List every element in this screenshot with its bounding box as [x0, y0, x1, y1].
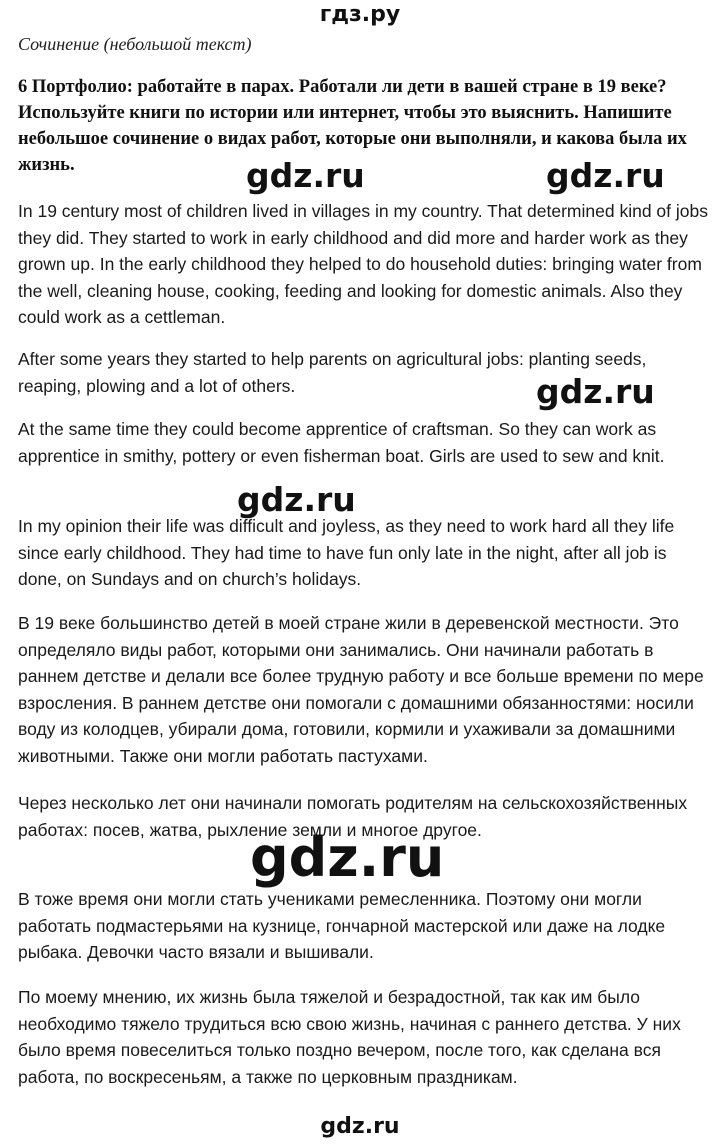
site-header: гдз.ру — [319, 2, 401, 27]
paragraph-ru-1: В 19 веке большинство детей в моей стране жили в деревенской местности. Это определяло виды работ, которыми они занимались. Они начинали работать в раннем детстве и делали все более трудную работу и все больше времени по мере взросления. В раннем детстве они помогали с домашними обязанностями: носили воду из колодцев, убирали дома, готовили, кормили и ухаживали за домашними животными. Также они могли работать пастухами. — [18, 613, 704, 766]
watermark: gdz.ru — [237, 480, 356, 519]
paragraph-ru-4: По моему мнению, их жизнь была тяжелой и безрадостной, так как им было необходимо тяжело трудиться всю свою жизнь, начиная с раннего детства. У них было время повеселиться только поздно вечером, после того, как сделана вся работа, по воскресеньям, а также по церковным праздникам. — [18, 987, 681, 1087]
watermark: gdz.ru — [546, 156, 665, 195]
watermark: gdz.ru — [246, 156, 365, 195]
paragraph-en-3: At the same time they could become apprentice of craftsman. So they can work as apprentice in smithy, pottery or even fisherman boat. Girls are used to sew and knit. — [18, 419, 665, 466]
task-text: 6 Портфолио: работайте в парах. Работали ли дети в вашей стране в 19 веке? Используйте книги по истории или интернет, чтобы это выяснить. Напишите небольшое сочинение о видах работ, которые они выполняли, и какова была их жизнь. — [18, 77, 687, 175]
paragraph-en-1: In 19 century most of children lived in villages in my country. That determined kind of jobs they did. They started to work in early childhood and did more and harder work as they grown up. In the early childhood they helped to do household duties: bringing water from the well, cleaning house, cooking, feeding and looking for domestic animals. Also they could work as a cettleman. — [18, 201, 708, 327]
paragraph-en-4: In my opinion their life was difficult and joyless, as they need to work hard all they life since early childhood. They had time to have fun only late in the night, after all job is done, on Sundays and on church’s holidays. — [18, 516, 675, 589]
site-footer: gdz.ru — [320, 1114, 400, 1139]
paragraph-ru-2: Через несколько лет они начинали помогать родителям на сельскохозяйственных работах: посев, жатва, рыхление земли и многое другое. — [18, 793, 688, 840]
watermark: gdz.ru — [250, 826, 445, 889]
paragraph-en-2: After some years they started to help parents on agricultural jobs: planting seeds, reaping, plowing and a lot of others. — [18, 349, 647, 396]
paragraph-ru-3: В тоже время они могли стать учениками ремесленника. Поэтому они могли работать подмастерьями на кузнице, гончарной мастерской или даже на лодке рыбака. Девочки часто вязали и вышивали. — [18, 889, 666, 962]
watermark: gdz.ru — [536, 372, 655, 411]
subtitle: Сочинение (небольшой текст) — [18, 34, 252, 54]
